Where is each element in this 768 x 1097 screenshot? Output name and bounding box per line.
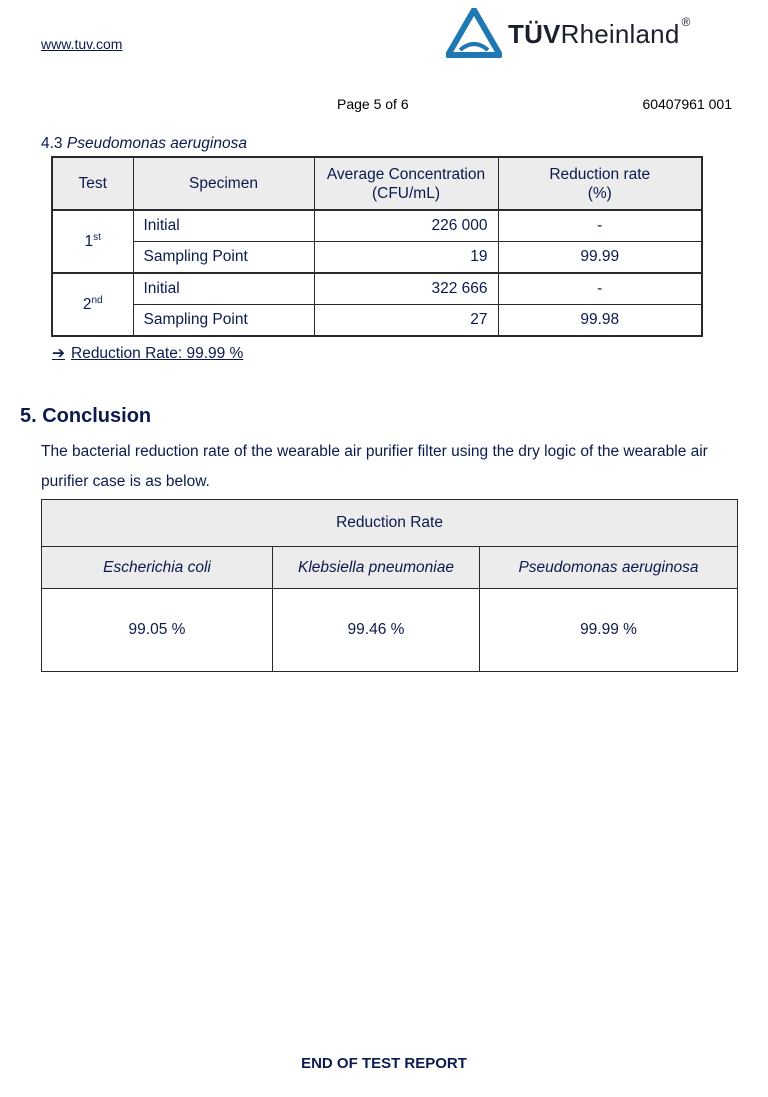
header-specimen: Specimen [133,157,314,210]
species-cell: Escherichia coli [42,547,273,589]
table-header-row [42,500,738,547]
specimen-cell: Initial [133,273,314,305]
reduction-rate-summary: ➔ Reduction Rate: 99.99 % [52,345,244,362]
species-cell: Pseudomonas aeruginosa [480,547,738,589]
value-cell: 99.46 % [273,589,480,672]
table-row [52,305,702,337]
reduction-cell: 99.98 [498,305,702,337]
logo-text: TÜVRheinland ® [508,15,691,49]
website-link[interactable]: www.tuv.com [41,36,123,52]
concentration-cell: 322 666 [314,273,498,305]
concentration-cell: 27 [314,305,498,337]
table-row [52,210,702,242]
concentration-cell: 19 [314,242,498,274]
concentration-cell: 226 000 [314,210,498,242]
specimen-cell: Sampling Point [133,305,314,337]
specimen-cell: Sampling Point [133,242,314,274]
header-concentration: Average Concentration (CFU/mL) [314,157,498,210]
report-number: 60407961 001 [642,96,732,112]
table-row [52,273,702,305]
header-reduction: Reduction rate (%) [498,157,702,210]
reduction-rate-header: Reduction Rate [42,500,738,547]
species-cell: Klebsiella pneumoniae [273,547,480,589]
conclusion-heading: 5. Conclusion [20,405,152,427]
table-header-row [52,157,702,210]
pseudomonas-results-table [51,156,703,337]
test-number: 2nd [52,273,133,336]
reduction-cell: - [498,273,702,305]
end-of-report: END OF TEST REPORT [301,1055,467,1072]
conclusion-text: The bacterial reduction rate of the wearable air purifier filter using the dry logic of the wearable air purifier case is as below. [41,443,708,490]
specimen-cell: Initial [133,210,314,242]
section-heading-4-3: 4.3 Pseudomonas aeruginosa [41,135,247,152]
reduction-cell: - [498,210,702,242]
value-cell: 99.99 % [480,589,738,672]
species-row [42,547,738,589]
table-row [52,242,702,274]
arrow-right-icon: ➔ [52,345,65,362]
value-cell: 99.05 % [42,589,273,672]
header-test: Test [52,157,133,210]
reduction-cell: 99.99 [498,242,702,274]
tuv-rheinland-logo [446,8,726,58]
values-row [42,589,738,672]
conclusion-table [41,499,738,672]
test-number: 1st [52,210,133,273]
triangle-logo-icon [446,8,502,58]
page-number: Page 5 of 6 [337,96,409,112]
